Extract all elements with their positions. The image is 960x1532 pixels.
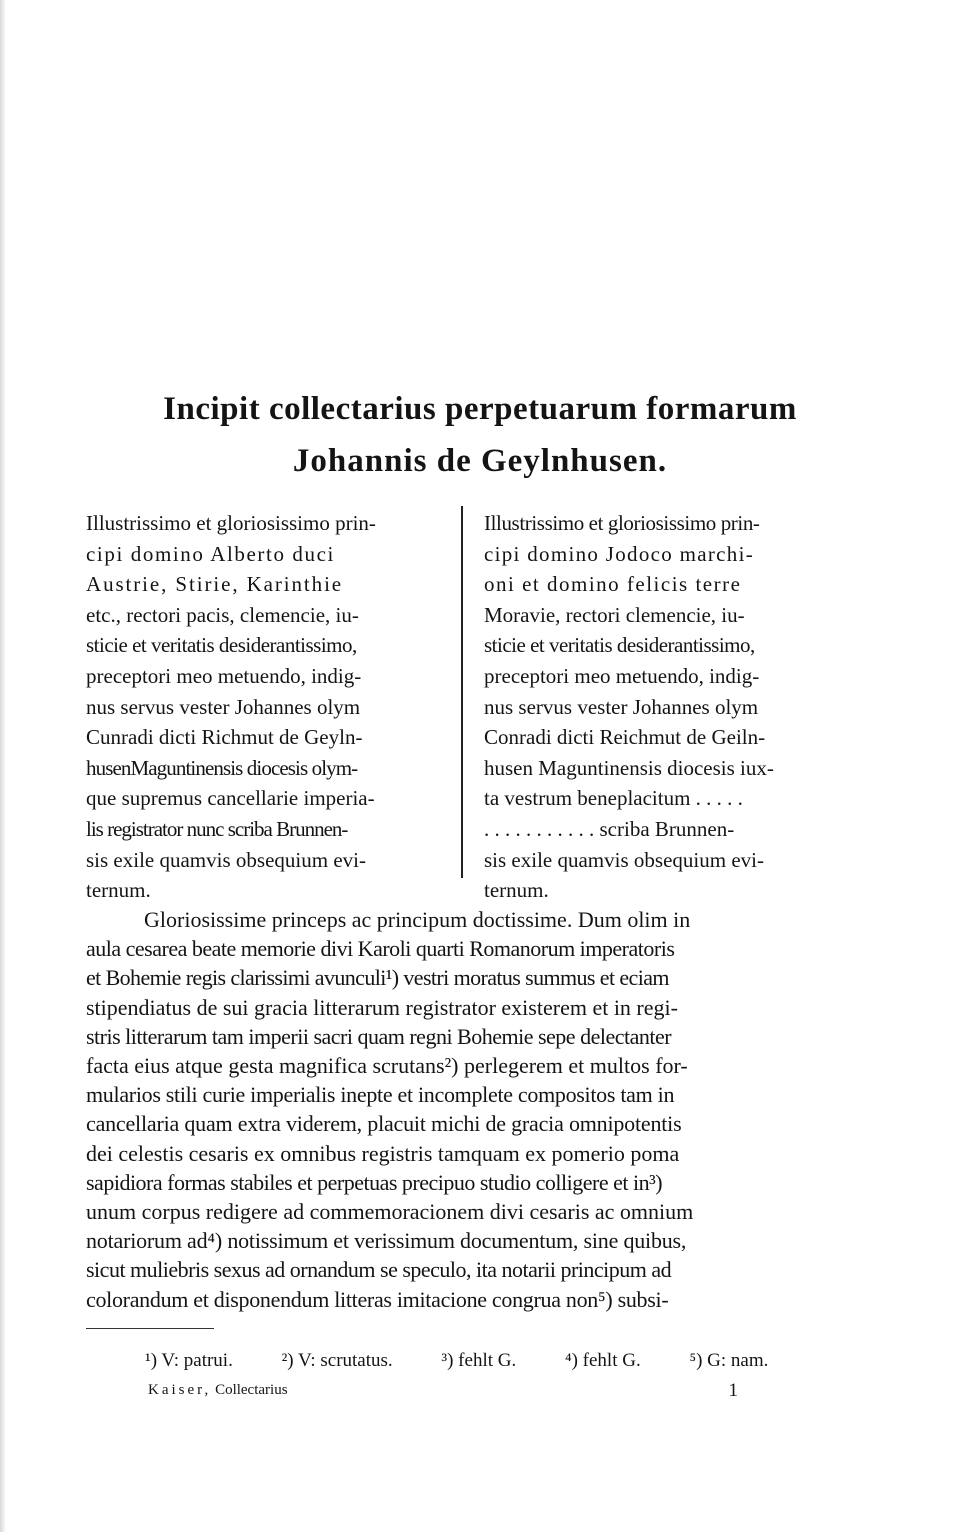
footnote: ¹) V: patrui. — [145, 1350, 233, 1371]
right-column-line: cipi domino Jodoco marchi- — [484, 541, 754, 566]
body-line: colorandum et disponendum litteras imitacione congrua non⁵) subsi- — [86, 1286, 669, 1312]
body-line: sicut muliebris sexus ad ornandum se speculo, ita notarii principum ad — [86, 1257, 672, 1283]
title-line-2: Johannis de Geylnhusen. — [292, 443, 668, 479]
right-column-line: ternum. — [484, 878, 549, 903]
right-column-line: nus servus vester Johannes olym — [484, 694, 759, 719]
footnote: ⁴) fehlt G. — [564, 1350, 641, 1371]
page-number: 1 — [728, 1380, 738, 1401]
left-dedication-column — [86, 508, 446, 906]
body-line: cancellaria quam extra viderem, placuit michi de gracia omnipotentis — [86, 1111, 682, 1137]
left-column-line: lis registrator nunc scriba Brunnen- — [86, 816, 348, 841]
page-footer — [148, 1382, 738, 1399]
footnote: ²) V: scrutatus. — [281, 1350, 393, 1371]
column-divider — [461, 506, 463, 878]
right-column-line: preceptori meo metuendo, indig- — [484, 663, 760, 688]
left-column-line: que supremus cancellarie imperia- — [86, 786, 375, 811]
title-line-1: Incipit collectarius perpetuarum formarum — [163, 391, 797, 427]
left-column-line: Illustrissimo et gloriosissimo prin- — [86, 511, 376, 535]
right-column-line: ta vestrum beneplacitum . . . . . — [484, 786, 743, 811]
left-column-line: sticie et veritatis desiderantissimo, — [86, 633, 357, 658]
left-column-line: ternum. — [86, 878, 151, 903]
body-line: unum corpus redigere ad commemoracionem divi cesaris ac omnium — [86, 1199, 694, 1225]
body-line: Gloriosissime princeps ac principum doctissime. Dum olim in — [144, 907, 691, 932]
left-column-line: Cunradi dicti Richmut de Geyln- — [86, 725, 363, 750]
footer-author: Kaiser, — [148, 1382, 212, 1398]
right-column-line: . . . . . . . . . . . scriba Brunnen- — [484, 816, 735, 841]
body-line: et Bohemie regis clarissimi avunculi¹) vestri moratus summus et eciam — [86, 965, 669, 991]
right-column-line: sticie et veritatis desiderantissimo, — [484, 633, 755, 658]
left-column-line: preceptori meo metuendo, indig- — [86, 663, 362, 688]
body-line: aula cesarea beate memorie divi Karoli quarti Romanorum imperatoris — [86, 936, 675, 962]
footnotes — [145, 1350, 845, 1372]
body-line: mularios stili curie imperialis inepte et incomplete compositos tam in — [86, 1082, 675, 1108]
body-line: stipendiatus de sui gracia litterarum registrator existerem et in regi- — [86, 994, 678, 1020]
body-line: dei celestis cesaris ex omnibus registris tamquam ex pomerio poma — [86, 1140, 680, 1166]
footnote: ⁵) G: nam. — [689, 1350, 769, 1371]
body-line: stris litterarum tam imperii sacri quam regni Bohemie sepe delectanter — [86, 1023, 672, 1049]
left-column-line: sis exile quamvis obsequium evi- — [86, 847, 366, 872]
footnote: ³) fehlt G. — [441, 1350, 517, 1371]
right-dedication-column — [484, 508, 844, 906]
right-column-line: Illustrissimo et gloriosissimo prin- — [484, 511, 760, 535]
body-line: facta eius atque gesta magnifica scrutans²) perlegerem et multos for- — [86, 1053, 688, 1079]
left-column-line: etc., rectori pacis, clemencie, iu- — [86, 602, 359, 627]
body-line: sapidiora formas stabiles et perpetuas precipuo studio colligere et in³) — [86, 1169, 663, 1195]
page-edge-shadow — [0, 0, 6, 1532]
left-column-line: husenMaguntinensis diocesis olym- — [86, 755, 358, 780]
right-column-line: sis exile quamvis obsequium evi- — [484, 847, 764, 872]
footnote-separator — [86, 1328, 214, 1329]
right-column-line: Conradi dicti Reichmut de Geiln- — [484, 725, 766, 750]
left-column-line: cipi domino Alberto duci — [86, 541, 335, 566]
left-column-line: nus servus vester Johannes olym — [86, 694, 361, 719]
right-column-line: Moravie, rectori clemencie, iu- — [484, 602, 745, 627]
page-title — [60, 383, 900, 487]
right-column-line: husen Maguntinensis diocesis iux- — [484, 755, 774, 780]
left-column-line: Austrie, Stirie, Karinthie — [86, 572, 344, 597]
body-line: notariorum ad⁴) notissimum et verissimum documentum, sine quibus, — [86, 1228, 687, 1254]
footer-work-title: Collectarius — [215, 1382, 288, 1398]
right-column-line: oni et domino felicis terre — [484, 572, 742, 597]
main-body-text — [86, 905, 846, 1314]
